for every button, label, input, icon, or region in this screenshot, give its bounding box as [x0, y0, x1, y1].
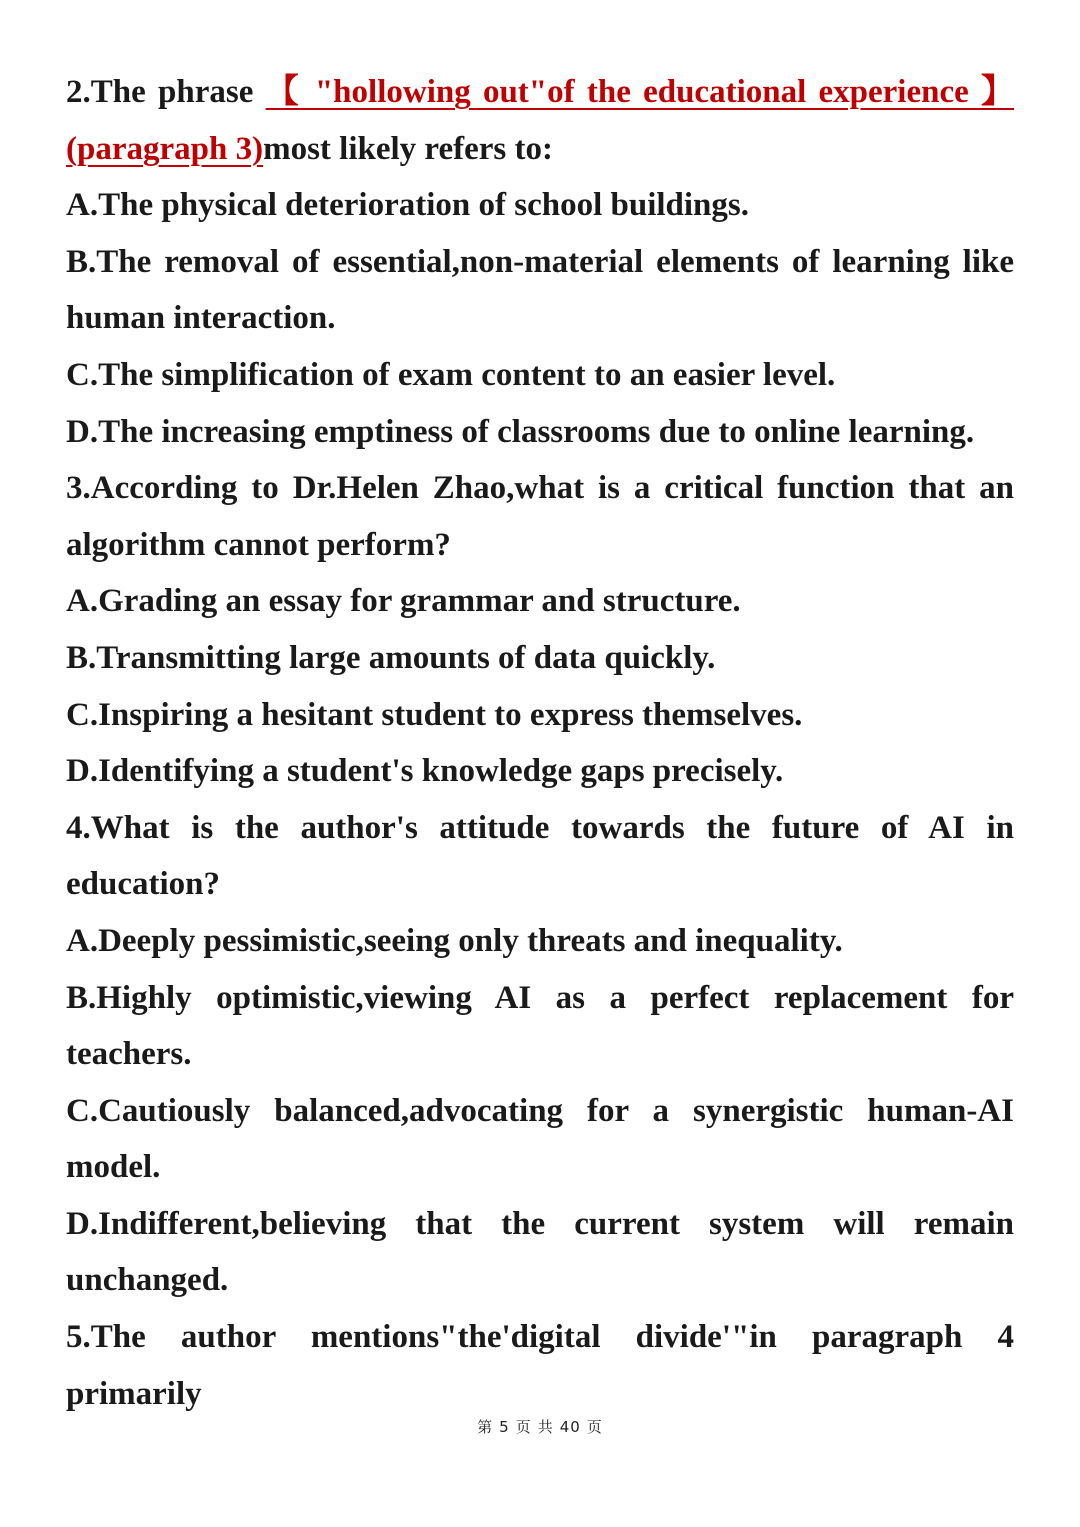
footer-label-ye-2: 页: [586, 1418, 603, 1436]
q2-highlight-reference: (paragraph 3): [66, 130, 264, 167]
q2-prefix: 2.The phrase: [66, 74, 254, 110]
q3-stem-line-1: 3.According to Dr.Helen Zhao,what is a critical function that an: [66, 470, 1014, 507]
q4-stem-line-2: education?: [66, 866, 221, 903]
q2-option-b-line-1: B.The removal of essential,non-material elements of learning like: [66, 243, 1014, 280]
q4-option-b-line-2: teachers.: [66, 1036, 192, 1073]
q3-option-d: D.Identifying a student's knowledge gaps precisely.: [66, 753, 784, 790]
q4-option-c-line-1: C.Cautiously balanced,advocating for a synergistic human-AI: [66, 1092, 1014, 1129]
footer-total-pages: 40: [559, 1418, 581, 1436]
q2-option-a: A.The physical deterioration of school buildings.: [66, 187, 749, 224]
q2-highlight-phrase: 【 "hollowing out"of the educational experience 】: [265, 74, 1015, 110]
q2-stem-line-2: [66, 121, 1014, 178]
footer-label-gong: 共: [537, 1418, 554, 1436]
q4-option-a: A.Deeply pessimistic,seeing only threats and inequality.: [66, 922, 843, 959]
q2-option-b-line-2: human interaction.: [66, 300, 336, 337]
document-body: [66, 64, 1015, 1412]
q2-option-c: C.The simplification of exam content to an easier level.: [66, 356, 836, 393]
footer-label-ye: 页: [515, 1418, 532, 1436]
q4-option-d-line-1: D.Indifferent,believing that the current system will remain: [66, 1205, 1014, 1242]
q3-stem-line-2: algorithm cannot perform?: [66, 526, 451, 563]
q4-option-b-line-1: B.Highly optimistic,viewing AI as a perfect replacement for: [66, 979, 1014, 1016]
q3-option-a: A.Grading an essay for grammar and structure.: [66, 583, 741, 620]
q2-stem-line-1: [66, 64, 1014, 121]
q3-option-c: C.Inspiring a hesitant student to express themselves.: [66, 696, 803, 733]
q4-option-c-line-2: model.: [66, 1149, 161, 1186]
footer-page-number: 5: [499, 1418, 510, 1436]
page-footer: [0, 1416, 1080, 1437]
q4-option-d-line-2: unchanged.: [66, 1262, 229, 1299]
q2-option-d: D.The increasing emptiness of classrooms due to online learning.: [66, 413, 975, 450]
q5-stem-line-1: 5.The author mentions"the'digital divide'"in paragraph 4 primarily: [66, 1319, 1014, 1412]
q4-stem-line-1: 4.What is the author's attitude towards the future of AI in: [66, 809, 1014, 846]
q2-suffix: most likely refers to:: [263, 130, 553, 167]
footer-label-di: 第: [477, 1418, 494, 1436]
q3-option-b: B.Transmitting large amounts of data quickly.: [66, 639, 716, 676]
